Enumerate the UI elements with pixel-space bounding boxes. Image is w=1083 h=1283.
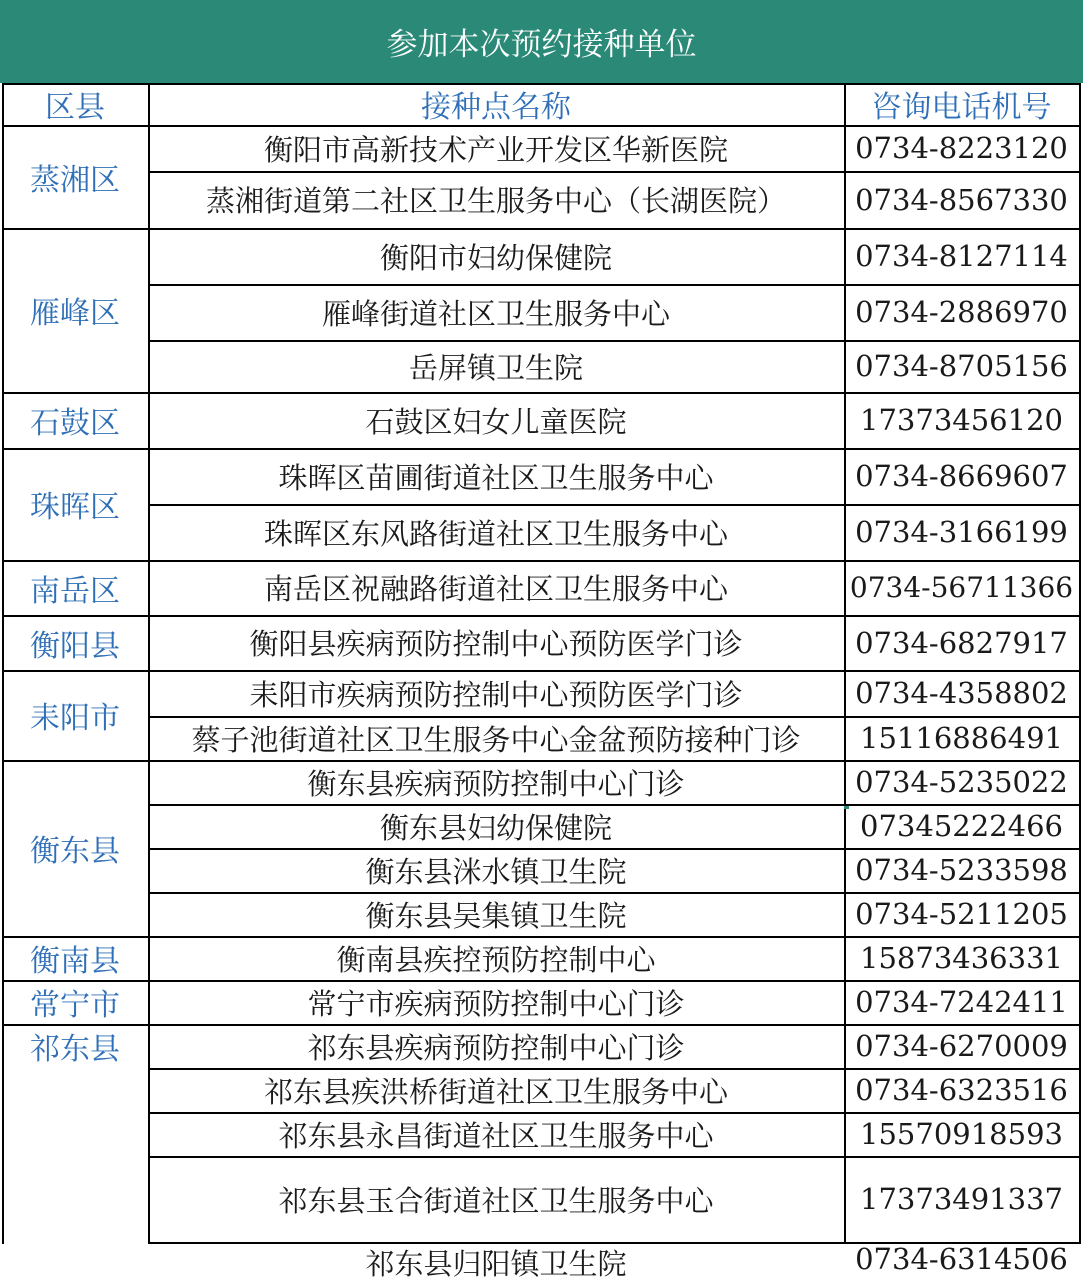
site-name-cell: 岳屏镇卫生院 <box>408 350 583 385</box>
phone-cell: 0734-8705156 <box>855 349 1068 383</box>
site-name-cell: 珠晖区苗圃街道社区卫生服务中心 <box>278 460 714 495</box>
site-name-cell: 耒阳市疾病预防控制中心预防医学门诊 <box>249 677 743 712</box>
district-cell: 珠晖区 <box>30 490 120 525</box>
district-cell: 雁峰区 <box>30 296 120 331</box>
site-name-cell: 衡南县疾控预防控制中心 <box>336 942 656 977</box>
site-name-cell: 衡东县洣水镇卫生院 <box>365 854 627 889</box>
district-cell: 耒阳市 <box>30 701 120 736</box>
phone-cell: 0734-8567330 <box>855 182 1068 217</box>
site-name-cell: 常宁市疾病预防控制中心门诊 <box>307 986 685 1021</box>
phone-cell: 0734-6323516 <box>855 1073 1068 1107</box>
site-name-cell: 南岳区祝融路街道社区卫生服务中心 <box>263 572 728 606</box>
site-name-cell: 蔡子池街道社区卫生服务中心金盆预防接种门诊 <box>191 722 801 757</box>
site-name-cell: 祁东县归阳镇卫生院 <box>365 1247 627 1281</box>
cell-marker <box>844 806 849 809</box>
phone-cell: 17373491337 <box>860 1182 1063 1216</box>
site-name-cell: 衡阳市高新技术产业开发区华新医院 <box>263 132 728 167</box>
site-name-cell: 祁东县永昌街道社区卫生服务中心 <box>278 1118 714 1153</box>
district-cell: 祁东县 <box>30 1032 120 1067</box>
phone-cell: 0734-8669607 <box>855 459 1068 493</box>
district-cell: 衡阳县 <box>30 628 120 664</box>
header-district: 区县 <box>45 90 105 125</box>
phone-cell: 0734-6314506 <box>855 1242 1068 1276</box>
site-name-cell: 衡阳县疾病预防控制中心预防医学门诊 <box>249 627 743 661</box>
phone-cell: 0734-8127114 <box>855 239 1068 273</box>
district-cell: 石鼓区 <box>30 406 120 441</box>
table-title: 参加本次预约接种单位 <box>0 0 1083 83</box>
district-cell: 常宁市 <box>30 988 120 1023</box>
phone-cell: 0734-2886970 <box>855 295 1068 329</box>
site-name-cell: 祁东县疾洪桥街道社区卫生服务中心 <box>263 1074 728 1109</box>
district-cell: 南岳区 <box>30 573 120 609</box>
phone-cell: 15570918593 <box>860 1117 1063 1151</box>
phone-cell: 0734-5211205 <box>855 897 1068 931</box>
site-name-cell: 祁东县玉合街道社区卫生服务中心 <box>278 1183 714 1218</box>
phone-cell: 0734-3166199 <box>855 515 1068 549</box>
site-name-cell: 石鼓区妇女儿童医院 <box>365 404 627 439</box>
phone-cell: 17373456120 <box>860 403 1063 437</box>
site-name-cell: 衡东县疾病预防控制中心门诊 <box>307 766 685 801</box>
site-name-cell: 祁东县疾病预防控制中心门诊 <box>307 1030 685 1065</box>
row-divider <box>2 83 1081 85</box>
phone-cell: 0734-4358802 <box>855 676 1068 710</box>
phone-cell: 0734-7242411 <box>855 985 1068 1019</box>
site-name-cell: 衡东县妇幼保健院 <box>379 810 612 845</box>
site-name-cell: 雁峰街道社区卫生服务中心 <box>321 296 670 331</box>
phone-cell: 15873436331 <box>860 941 1063 975</box>
phone-cell: 0734-8223120 <box>855 131 1068 165</box>
vaccination-sites-table <box>0 83 1083 1281</box>
phone-cell: 0734-5233598 <box>855 853 1068 887</box>
district-cell: 衡东县 <box>30 834 120 869</box>
phone-cell: 0734-56711366 <box>849 571 1074 604</box>
header-site-name: 接种点名称 <box>421 90 571 125</box>
phone-cell: 07345222466 <box>860 809 1063 843</box>
district-cell: 衡南县 <box>30 944 120 979</box>
district-cell: 蒸湘区 <box>30 162 120 198</box>
site-name-cell: 珠晖区东风路街道社区卫生服务中心 <box>263 516 728 551</box>
phone-cell: 15116886491 <box>860 721 1063 755</box>
phone-cell: 0734-5235022 <box>855 765 1068 799</box>
header-phone: 咨询电话机号 <box>871 90 1052 125</box>
phone-cell: 0734-6270009 <box>855 1029 1068 1063</box>
site-name-cell: 衡阳市妇幼保健院 <box>379 240 612 275</box>
phone-cell: 0734-6827917 <box>855 625 1068 660</box>
site-name-cell: 衡东县吴集镇卫生院 <box>365 898 627 933</box>
site-name-cell: 蒸湘街道第二社区卫生服务中心（长湖医院） <box>205 184 786 218</box>
